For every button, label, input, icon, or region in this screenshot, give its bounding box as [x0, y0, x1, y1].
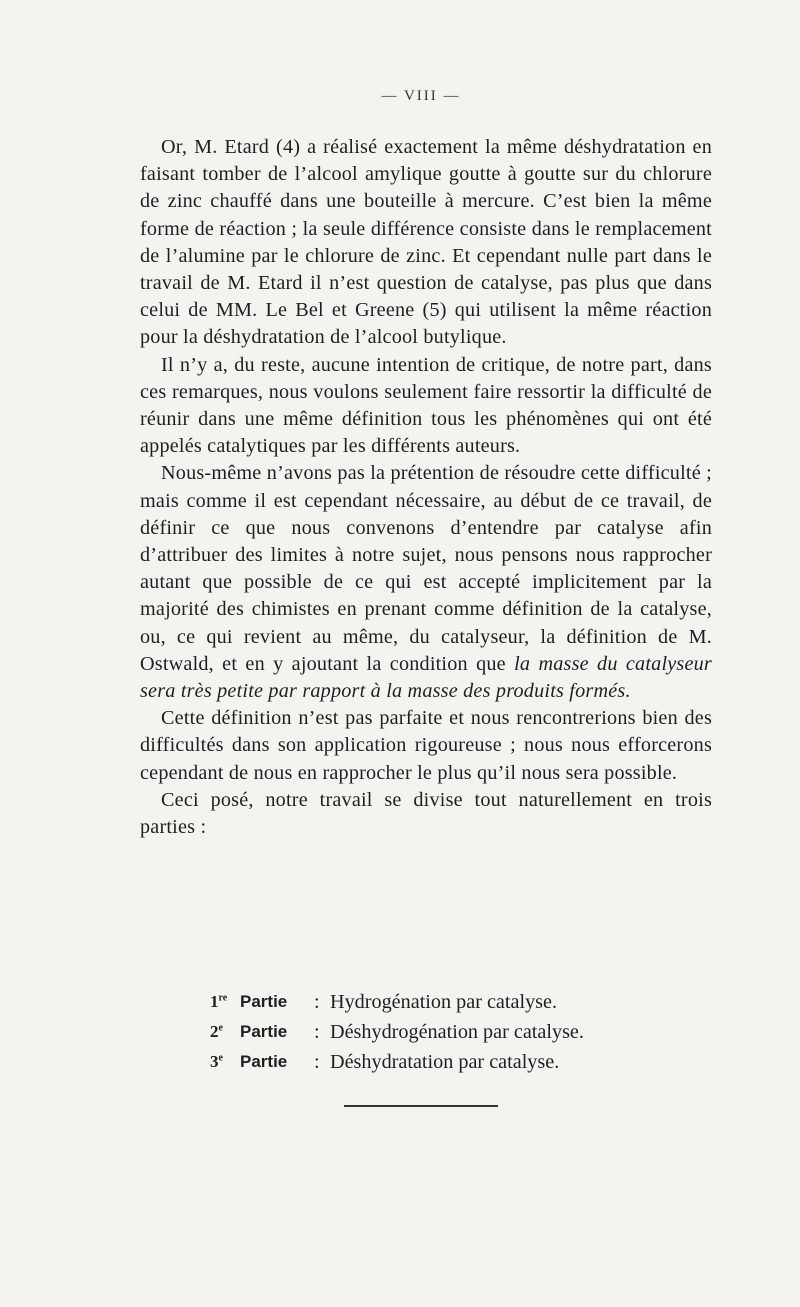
body-text — [140, 134, 712, 841]
part-row — [210, 987, 710, 1017]
part-number: 2e — [210, 1022, 223, 1041]
part-word: Partie — [240, 1022, 288, 1041]
paragraph: Or, M. Etard (4) a réalisé exactement la même déshydratation en faisant tomber de l’alcool amylique goutte à goutte sur du chlorure de zinc chauffé dans une bouteille à mercure. C’est bien la même forme de réaction ; la seule différence consiste dans le remplacement de l’alumine par le chlorure de zinc. Et cependant nulle part dans le travail de M. Etard il n’est question de catalyse, pas plus que dans celui de MM. Le Bel et Greene (5) qui utilisent la même réaction pour la déshydratation de l’alcool butylique. — [140, 136, 712, 349]
paragraph: Cette définition n’est pas parfaite et nous rencontrerions bien des difficultés dans son application rigoureuse ; nous nous efforcerons cependant de nous en rapprocher le plus qu’il nous sera possible. — [140, 707, 712, 784]
part-colon: : — [314, 1051, 320, 1073]
part-title: Déshydrogénation par catalyse. — [330, 1021, 584, 1043]
paragraph: Il n’y a, du reste, aucune intention de critique, de notre part, dans ces remarques, nous voulons seulement faire ressortir la difficulté de réunir dans une même définition tous les phénomènes qui ont été appelés catalytiques par les différents auteurs. — [140, 353, 712, 458]
page-number: — VIII — — [381, 88, 461, 104]
part-title: Déshydratation par catalyse. — [330, 1051, 560, 1073]
part-colon: : — [314, 991, 320, 1013]
parts-list — [210, 987, 710, 1077]
part-number: 1re — [210, 992, 228, 1011]
part-row — [210, 1047, 710, 1077]
paragraph — [140, 460, 712, 705]
part-title: Hydrogénation par catalyse. — [330, 991, 558, 1013]
part-colon: : — [314, 1021, 320, 1043]
part-number: 3e — [210, 1052, 223, 1071]
part-word: Partie — [240, 1052, 288, 1071]
part-row — [210, 1017, 710, 1047]
closing-rule — [344, 1105, 498, 1107]
paragraph-text: Nous-même n’avons pas la prétention de résoudre cette difficulté ; mais comme il est cependant nécessaire, au début de ce travail, de définir ce que nous convenons d’entendre par catalyse afin d’attribuer des limites à notre sujet, nous pensons nous rapprocher autant que possible de ce qui est accepté implicitement par la majorité des chimistes en prenant comme définition de la catalyse, ou, ce qui revient au même, du catalyseur, la définition de M. Ostwald, et en y ajoutant la condition que — [140, 462, 712, 675]
paragraph: Ceci posé, notre travail se divise tout naturellement en trois parties : — [140, 788, 712, 839]
italic-condition: la masse du catalyseur sera très petite par rapport à la masse des produits formés. — [140, 652, 712, 703]
part-word: Partie — [240, 992, 288, 1011]
